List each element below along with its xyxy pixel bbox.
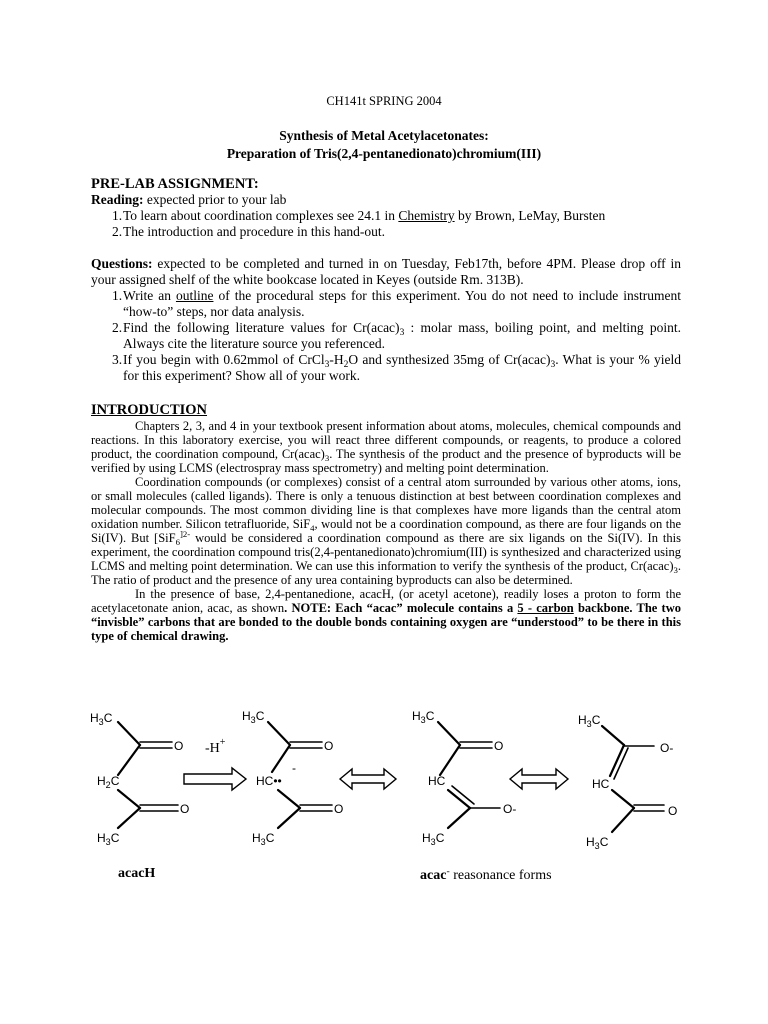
acach-structure bbox=[118, 722, 178, 828]
oxide-label: O- bbox=[660, 741, 674, 755]
subscript: 3 bbox=[550, 360, 556, 370]
caption-text: reasonance forms bbox=[449, 868, 552, 883]
item-number: 2. bbox=[112, 224, 123, 239]
proton-loss-label: -H+ bbox=[205, 737, 226, 756]
acac-caption bbox=[420, 868, 552, 884]
methylene-label: $H_2C$ bbox=[97, 774, 120, 790]
methyl-label: $H_3C$ bbox=[97, 831, 120, 847]
methyl-label: $H_3C$ bbox=[578, 713, 601, 729]
item-number: 3. bbox=[112, 352, 123, 367]
paragraph-text: Chapters 2, 3, and 4 in your textbook present information about atoms, molecules, chemical compounds and reactions. In this laboratory exercise, you will react three different compounds, or reagents, to produce a colored product, the coordination compound, Cr(acac) bbox=[91, 419, 681, 461]
item-text: Write an bbox=[123, 288, 176, 303]
note-text: backbone. The two “invisble” carbons that are bonded to the double bonds containing oxygen are “understood” to be there in this type of chemical drawing. bbox=[91, 601, 681, 643]
methyl-label: $H_3C$ bbox=[586, 835, 609, 851]
questions-label: Questions: bbox=[91, 256, 153, 271]
item-text: : molar mass, boiling point, and melting point. Always cite the literature source you referenced. bbox=[123, 320, 681, 351]
methyl-label: $H_3C$ bbox=[242, 709, 265, 725]
methine-label: HC bbox=[428, 774, 446, 788]
paragraph-text: Coordination compounds (or complexes) consist of a central atom surrounded by various other atoms, ions, or small molecules (called ligands). There is only a tenuous distinction at best between coordination complexes and molecular compounds. The most common dividing line is that complexes have more ligands than the central atom oxidation number. Silicon tetrafluoride, SiF bbox=[91, 475, 681, 531]
oxide-label: O- bbox=[503, 802, 517, 816]
superscript: - bbox=[446, 866, 450, 877]
paragraph-text: , would not be a coordination compound, as there are four ligands on the Si(IV). But [SiF bbox=[91, 517, 681, 545]
acach-caption: acacH bbox=[118, 866, 156, 881]
oxygen-label: O bbox=[334, 802, 344, 816]
paragraph-text: . The ratio of product and the presence of any urea containing byproducts can also be determined. bbox=[91, 559, 681, 587]
title-line-1: Synthesis of Metal Acetylacetonates: bbox=[279, 128, 489, 143]
subscript: 3 bbox=[673, 565, 678, 575]
item-text: O and synthesized 35mg of Cr(acac) bbox=[348, 352, 551, 367]
acac-label: acac bbox=[420, 868, 447, 883]
paragraph-text: would be considered a coordination compound as there are six ligands on the Si(IV). In this experiment, the coordination compound tris(2,4-pentanedionato)chromium(III) is synthesized and characterized using LCMS and melting point determination. We can use this information to verify the synthesis of the product, Cr(acac) bbox=[91, 531, 681, 573]
oxygen-label: O bbox=[180, 802, 190, 816]
charge-minus: - bbox=[292, 761, 296, 775]
note-underlined: 5 - carbon bbox=[517, 601, 574, 615]
carbanion-label: HC•• bbox=[256, 774, 282, 788]
item-text: of the procedural steps for this experiment. You do not need to include instrument “how-to” steps, nor data analysis. bbox=[123, 288, 681, 319]
oxygen-label: O bbox=[668, 804, 678, 818]
subscript: 4 bbox=[310, 523, 315, 533]
item-text: To learn about coordination complexes see 24.1 in bbox=[123, 208, 399, 223]
intro-heading: INTRODUCTION bbox=[91, 402, 208, 418]
book-title: Chemistry bbox=[398, 208, 455, 223]
title-line-2: Preparation of Tris(2,4-pentanedionato)chromium(III) bbox=[226, 146, 542, 161]
resonance-form-2 bbox=[602, 726, 664, 832]
item-text: . What is your % yield for this experiment? Show all of your work. bbox=[123, 352, 682, 383]
paragraph-text: In the presence of base, 2,4-pentanedione, acacH, (or acetyl acetone), readily loses a proton to form the acetylacetonate anion, acac, as shown bbox=[91, 587, 681, 615]
subscript: 3 bbox=[324, 453, 330, 463]
reading-text: expected prior to your lab bbox=[143, 192, 287, 207]
methyl-label: $H_3C$ bbox=[422, 831, 445, 847]
item-number: 2. bbox=[112, 320, 123, 335]
reaction-arrow bbox=[184, 768, 246, 790]
superscript: ]2- bbox=[179, 529, 191, 539]
methyl-label: $H_3C$ bbox=[90, 711, 113, 727]
methine-label: HC bbox=[592, 777, 610, 791]
item-number: 1. bbox=[112, 208, 123, 223]
resonance-arrow-2 bbox=[510, 769, 568, 789]
paragraph-text: . The synthesis of the product and the presence of byproducts will be verified by using LCMS (electrospray mass spectrometry) and melting point determination. bbox=[91, 447, 682, 475]
subscript: 3 bbox=[324, 360, 330, 370]
note-text: . NOTE: Each “acac” molecule contains a bbox=[284, 601, 518, 615]
methyl-label: $H_3C$ bbox=[252, 831, 275, 847]
methyl-label: $H_3C$ bbox=[412, 709, 435, 725]
subscript: 3 bbox=[399, 328, 405, 338]
oxygen-label: O bbox=[174, 739, 184, 753]
resonance-arrow-1 bbox=[340, 769, 396, 789]
item-number: 1. bbox=[112, 288, 123, 303]
item-text: by Brown, LeMay, Bursten bbox=[454, 208, 606, 223]
item-text: Find the following literature values for Cr(acac) bbox=[123, 320, 400, 335]
reading-label: Reading: bbox=[91, 192, 144, 207]
oxygen-label: O bbox=[324, 739, 334, 753]
prelab-heading: PRE-LAB ASSIGNMENT: bbox=[91, 176, 259, 192]
item-text: If you begin with 0.62mmol of CrCl bbox=[123, 352, 325, 367]
item-text: The introduction and procedure in this hand-out. bbox=[123, 224, 386, 239]
item-text: -H bbox=[329, 352, 344, 367]
subscript: 2 bbox=[343, 360, 349, 370]
resonance-form-1 bbox=[438, 722, 500, 828]
underlined-word: outline bbox=[175, 288, 214, 303]
subscript: 6 bbox=[175, 537, 180, 547]
course-header: CH141t SPRING 2004 bbox=[326, 94, 442, 108]
questions-text: expected to be completed and turned in on Tuesday, Feb17th, before 4PM. Please drop off in your assigned shelf of the white bookcase located in Keyes (outside Rm. 313B). bbox=[91, 256, 681, 287]
oxygen-label: O bbox=[494, 739, 504, 753]
